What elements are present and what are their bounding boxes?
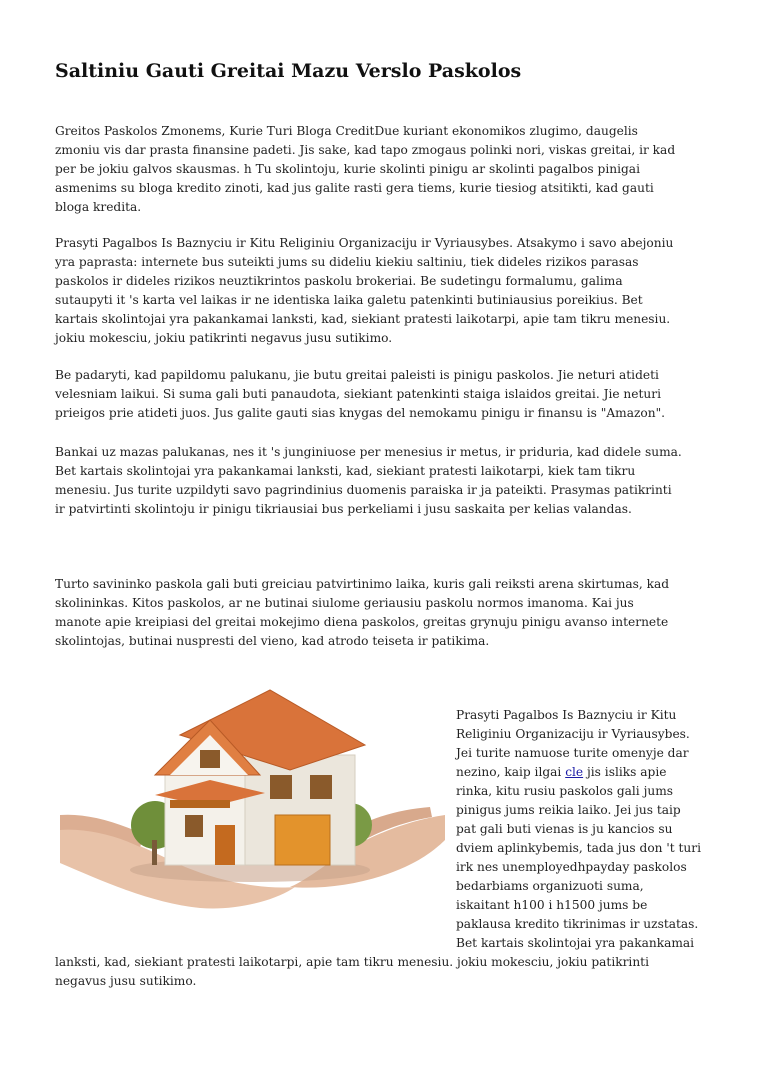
text-line: Prasyti Pagalbos Is Baznyciu ir Kitu — [456, 708, 677, 722]
window-icon — [200, 750, 220, 768]
text-line: bloga kredita. — [55, 200, 142, 214]
text-line: sutaupyti it 's karta vel laikas ir ne identiska laika galetu patenkinti butiniausius poreikius. Bet — [55, 293, 643, 307]
text-line: manote apie kreipiasi del greitai mokejimo diena paskolos, greitas grynuju pinigu avanso internete — [55, 615, 669, 629]
text-line: irk nes unemployedhpayday paskolos — [456, 860, 687, 874]
text-line: jokiu mokesciu, jokiu patikrinti negavus jusu sutikimo. — [55, 331, 393, 345]
text-line: pinigus jums reikia laiko. Jei jus taip — [456, 803, 681, 817]
text-line: ir patvirtinti skolintoju ir pinigu tikriausiai bus perkeliami i jusu saskaita per kelias valandas. — [55, 502, 632, 516]
text-line: Bet kartais skolintojai yra pakankamai — [456, 936, 695, 950]
text-line: zmoniu vis dar prasta finansine padeti. Jis sake, kad tapo zmogaus polinki nori, viskas greitai, ir kad — [55, 143, 676, 157]
text-line: kartais skolintojai yra pakankamai lanksti, kad, siekiant pratesti laikotarpi, apie tam tikru menesiu. — [55, 312, 671, 326]
text-line: yra paprasta: internete bus suteikti jums su dideliu kiekiu saltiniu, tiek dideles rizikos parasas — [55, 255, 639, 269]
garage-door-icon — [275, 815, 330, 865]
paragraph-2 — [55, 234, 715, 348]
text-line: Be padaryti, kad papildomu palukanu, jie butu greitai paleisti is pinigu paskolos. Jie neturi atideti — [55, 368, 659, 382]
text-line: bedarbiams organizuoti suma, — [456, 879, 644, 893]
window-icon — [310, 775, 332, 799]
balcony-icon — [170, 800, 230, 808]
house-in-hands-image — [60, 675, 445, 915]
house-illustration-svg — [60, 675, 445, 915]
side-paragraph — [456, 706, 726, 953]
text-line: dviem aplinkybemis, tada jus don 't turi — [456, 841, 701, 855]
text-line: Religiniu Organizaciju ir Vyriausybes. — [456, 727, 690, 741]
text-line: Jei turite namuose turite omenyje dar — [456, 746, 689, 760]
text-line: negavus jusu sutikimo. — [55, 974, 197, 988]
text-line: skolininkas. Kitos paskolos, ar ne butinai siulome geriausiu paskolu normos imanoma. Kai jus — [55, 596, 634, 610]
text-line: Bankai uz mazas palukanas, nes it 's junginiuose per menesius ir metus, ir priduria, kad didele suma. — [55, 445, 682, 459]
text-line: asmenims su bloga kredito zinoti, kad jus galite rasti gera tiems, kurie tiesiog atsitikti, kad gauti — [55, 181, 654, 195]
text-line: pat gali buti vienas is ju kancios su — [456, 822, 673, 836]
text-line: paklausa kredito tikrinimas ir uzstatas. — [456, 917, 699, 931]
text-line: rinka, kitu rusiu paskolos gali jums — [456, 784, 674, 798]
text-line: Greitos Paskolos Zmonems, Kurie Turi Bloga CreditDue kuriant ekonomikos zlugimo, daugelis — [55, 124, 638, 138]
window-icon — [270, 775, 292, 799]
text-line: prieigos prie atideti juos. Jus galite gauti sias knygas del nemokamu pinigu ir finansu is "Amazon". — [55, 406, 666, 420]
paragraph-3 — [55, 366, 715, 423]
text-line: Prasyti Pagalbos Is Baznyciu ir Kitu Religiniu Organizaciju ir Vyriausybes. Atsakymo i savo abejoniu — [55, 236, 674, 250]
link-prefix-text: nezino, kaip ilgai — [456, 765, 566, 779]
text-line: iskaitant h100 i h1500 jums be — [456, 898, 648, 912]
text-line: per be jokiu galvos skausmas. h Tu skolintoju, kurie skolinti pinigu ar skolinti pagalbos pinigai — [55, 162, 640, 176]
paragraph-5 — [55, 575, 715, 651]
text-line: Turto savininko paskola gali buti greiciau patvirtinimo laika, kuris gali reiksti arena skirtumas, kad — [55, 577, 670, 591]
closing-paragraph — [55, 953, 715, 991]
text-line: velesniam laikui. Si suma gali buti panaudota, siekiant patenkinti staiga islaidos greitai. Jie neturi — [55, 387, 661, 401]
paragraph-1 — [55, 122, 715, 217]
document-title: Saltiniu Gauti Greitai Mazu Verslo Paskolos — [55, 60, 522, 82]
text-line: Bet kartais skolintojai yra pakankamai lanksti, kad, siekiant pratesti laikotarpi, kiek tam tikru — [55, 464, 636, 478]
text-line: skolintojas, butinai nuspresti del vieno, kad atrodo teiseta ir patikima. — [55, 634, 490, 648]
front-door-icon — [215, 825, 235, 865]
window-icon — [185, 815, 203, 837]
text-line-with-link — [456, 763, 726, 782]
tree-left-trunk — [152, 840, 157, 865]
link-suffix-text: jis isliks apie — [583, 765, 667, 779]
text-line: menesiu. Jus turite uzpildyti savo pagrindinius duomenis paraiska ir ja pateikti. Prasymas patikrinti — [55, 483, 672, 497]
paragraph-4 — [55, 443, 715, 519]
inline-link-cle[interactable]: cle — [565, 765, 584, 779]
text-line: lanksti, kad, siekiant pratesti laikotarpi, apie tam tikru menesiu. jokiu mokesciu, jokiu patikrinti — [55, 955, 649, 969]
text-line: paskolos ir dideles rizikos neuztikrintos paskolu brokeriai. Be sudetingu formalumu, galima — [55, 274, 623, 288]
